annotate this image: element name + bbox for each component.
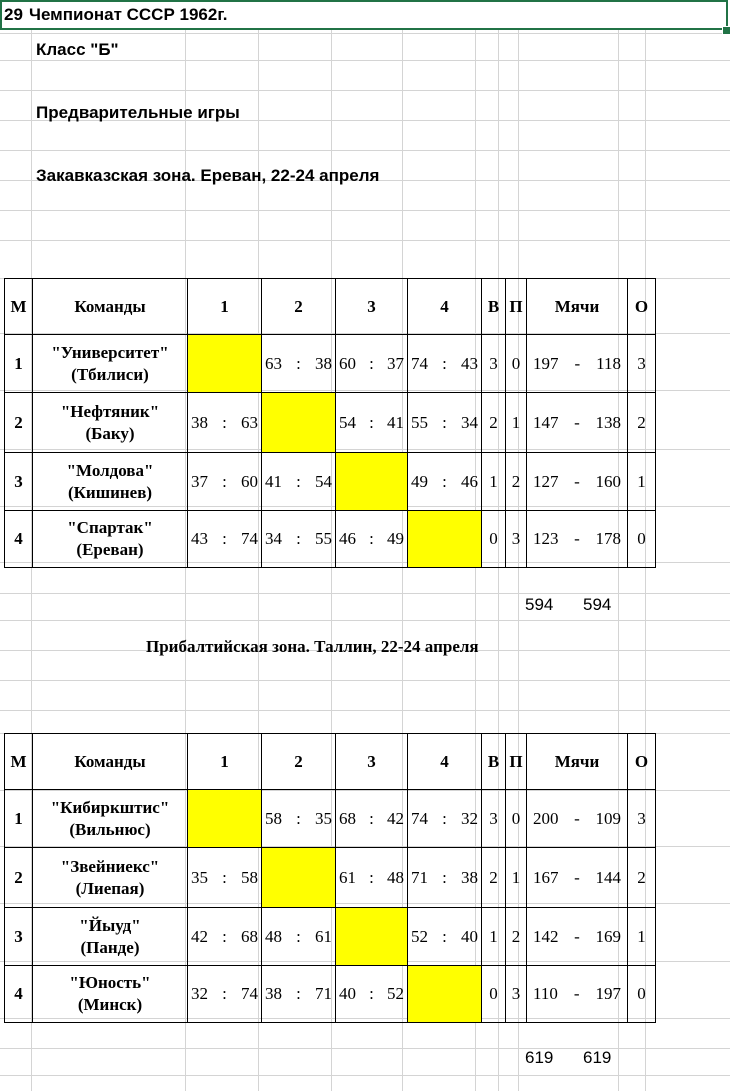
balls (527, 472, 627, 492)
table-row (5, 393, 656, 453)
place-cell[interactable]: 1 (5, 790, 33, 848)
score-cell[interactable] (408, 848, 482, 908)
place-cell[interactable]: 3 (5, 908, 33, 966)
points-cell[interactable]: 2 (628, 393, 656, 453)
score-for: 60 (339, 353, 356, 373)
table-row (5, 790, 656, 848)
wins-cell[interactable]: 1 (482, 453, 506, 511)
zone2-title[interactable]: Прибалтийская зона. Таллин, 22-24 апреля (146, 637, 479, 656)
balls (527, 809, 627, 829)
losses-cell[interactable]: 2 (506, 453, 527, 511)
grid-row-line (0, 680, 730, 681)
score-cell[interactable] (336, 393, 408, 453)
balls-cell[interactable] (527, 335, 628, 393)
score-sep: : (296, 926, 301, 946)
score-for: 37 (191, 471, 208, 491)
score-against: 61 (314, 926, 332, 946)
score-against: 71 (314, 984, 332, 1003)
score-sep: : (442, 353, 447, 373)
score-cell[interactable] (262, 511, 336, 568)
header-c1[interactable]: 1 (188, 279, 262, 335)
score-sep: : (369, 808, 374, 828)
wins-cell[interactable]: 1 (482, 908, 506, 966)
score (408, 809, 481, 829)
score (262, 529, 335, 549)
score-for: 38 (191, 412, 208, 432)
balls-against: 197 (595, 984, 621, 1003)
balls-cell[interactable] (527, 393, 628, 453)
score-sep: : (222, 412, 227, 432)
balls-for: 127 (533, 471, 559, 491)
header-pts[interactable]: О (628, 734, 656, 790)
score-cell[interactable] (188, 393, 262, 453)
row-number: 29 (4, 5, 23, 24)
zone1-title[interactable]: Закавказская зона. Ереван, 22-24 апреля (36, 166, 380, 185)
team-cell[interactable] (33, 966, 188, 1023)
place-cell[interactable]: 4 (5, 511, 33, 568)
score-for: 48 (265, 926, 282, 946)
losses-cell[interactable]: 0 (506, 790, 527, 848)
score-cell[interactable] (336, 848, 408, 908)
team-name: "Йыуд" (79, 915, 141, 935)
header-c4[interactable]: 4 (408, 279, 482, 335)
score-sep: : (369, 412, 374, 432)
header-row (5, 734, 656, 790)
score (188, 472, 261, 492)
score-sep: : (369, 529, 374, 548)
grid-row-line (0, 33, 730, 34)
score-for: 46 (339, 529, 356, 548)
losses-cell[interactable]: 3 (506, 966, 527, 1023)
score (408, 472, 481, 492)
score-sep: : (296, 529, 301, 548)
score-cell[interactable] (188, 966, 262, 1023)
score-sep: : (222, 926, 227, 946)
team-city: (Панде) (80, 937, 140, 957)
points-cell[interactable]: 0 (628, 511, 656, 568)
losses-cell[interactable]: 1 (506, 393, 527, 453)
score-sep: : (296, 984, 301, 1003)
score-against: 49 (386, 529, 404, 548)
score-for: 38 (265, 984, 282, 1003)
balls (527, 529, 627, 549)
team-cell[interactable] (33, 511, 188, 568)
score-against: 42 (386, 808, 404, 828)
balls-cell[interactable] (527, 908, 628, 966)
score-against: 40 (460, 926, 478, 946)
score-sep: : (296, 353, 301, 373)
score-cell[interactable] (408, 790, 482, 848)
table-row (5, 453, 656, 511)
points-cell[interactable]: 2 (628, 848, 656, 908)
score (336, 413, 407, 433)
score-for: 55 (411, 412, 428, 432)
score-against: 46 (460, 471, 478, 491)
score-against: 52 (386, 984, 404, 1003)
losses-cell[interactable]: 0 (506, 335, 527, 393)
sheet-title[interactable]: Чемпионат СССР 1962г. (29, 5, 228, 24)
score-for: 63 (265, 353, 282, 373)
diagonal-cell[interactable] (188, 790, 262, 848)
balls (527, 354, 627, 374)
selected-cell[interactable] (0, 0, 728, 30)
balls-cell[interactable] (527, 790, 628, 848)
team-cell[interactable] (33, 908, 188, 966)
balls-against: 138 (595, 412, 621, 432)
score-for: 32 (191, 984, 208, 1003)
score-against: 35 (314, 808, 332, 828)
score-sep: : (369, 867, 374, 887)
score-cell[interactable] (408, 453, 482, 511)
score-cell[interactable] (262, 453, 336, 511)
header-team[interactable]: Команды (33, 734, 188, 790)
header-w[interactable]: В (482, 734, 506, 790)
balls-against: 178 (595, 529, 621, 548)
team-name: "Звейниекс" (60, 856, 160, 876)
balls-against: 118 (596, 353, 621, 373)
score-cell[interactable] (262, 790, 336, 848)
wins-cell[interactable]: 3 (482, 335, 506, 393)
score-against: 55 (314, 529, 332, 548)
wins-cell[interactable]: 2 (482, 848, 506, 908)
score-against: 43 (460, 353, 478, 373)
diagonal-cell[interactable] (262, 848, 336, 908)
losses-cell[interactable]: 2 (506, 908, 527, 966)
points-cell[interactable]: 3 (628, 335, 656, 393)
score-cell[interactable] (336, 511, 408, 568)
team-city: (Тбилиси) (71, 364, 149, 384)
balls-for: 110 (533, 984, 558, 1003)
diagonal-cell[interactable] (336, 453, 408, 511)
grid-row-line (0, 60, 730, 61)
score-against: 34 (460, 412, 478, 432)
grid-row-line (0, 1075, 730, 1076)
points-cell[interactable]: 1 (628, 453, 656, 511)
score-cell[interactable] (262, 908, 336, 966)
table-row (5, 848, 656, 908)
balls-sep: - (574, 808, 580, 828)
balls-for: 197 (533, 353, 559, 373)
grid-row-line (0, 710, 730, 711)
score (408, 413, 481, 433)
losses-cell[interactable]: 3 (506, 511, 527, 568)
score-sep: : (442, 867, 447, 887)
team-cell[interactable] (33, 790, 188, 848)
score-cell[interactable] (336, 966, 408, 1023)
header-c2[interactable]: 2 (262, 734, 336, 790)
grid-row-line (0, 240, 730, 241)
zone2-table (4, 733, 656, 1023)
table-row (5, 966, 656, 1023)
header-l[interactable]: П (506, 734, 527, 790)
score-for: 49 (411, 471, 428, 491)
score (336, 354, 407, 374)
score-for: 40 (339, 984, 356, 1003)
score-against: 68 (240, 926, 258, 946)
score (188, 984, 261, 1004)
score-for: 42 (191, 926, 208, 946)
points-cell[interactable]: 0 (628, 966, 656, 1023)
score-sep: : (369, 353, 374, 373)
score-against: 60 (240, 471, 258, 491)
place-cell[interactable]: 2 (5, 393, 33, 453)
team-cell[interactable] (33, 335, 188, 393)
score (262, 472, 335, 492)
balls-for: 142 (533, 926, 559, 946)
header-balls[interactable]: Мячи (527, 279, 628, 335)
score-for: 74 (411, 808, 428, 828)
score-against: 48 (386, 867, 404, 887)
balls-cell[interactable] (527, 511, 628, 568)
score (336, 984, 407, 1004)
team-city: (Ереван) (76, 540, 144, 559)
header-m[interactable]: М (5, 734, 33, 790)
header-c4[interactable]: 4 (408, 734, 482, 790)
score-for: 58 (265, 808, 282, 828)
grid-row-line (0, 620, 730, 621)
score (408, 354, 481, 374)
header-w[interactable]: В (482, 279, 506, 335)
score-cell[interactable] (408, 393, 482, 453)
diagonal-cell[interactable] (336, 908, 408, 966)
team-name: "Молдова" (66, 460, 154, 480)
balls-sep: - (574, 412, 580, 432)
header-c1[interactable]: 1 (188, 734, 262, 790)
balls-against: 109 (595, 808, 621, 828)
score (408, 927, 481, 947)
balls (527, 927, 627, 947)
header-c3[interactable]: 3 (336, 734, 408, 790)
stage-label[interactable]: Предварительные игры (36, 103, 240, 122)
balls-cell[interactable] (527, 453, 628, 511)
balls-sep: - (574, 926, 580, 946)
score-cell[interactable] (336, 335, 408, 393)
score-sep: : (222, 529, 227, 548)
table-row (5, 511, 656, 568)
score-against: 38 (314, 353, 332, 373)
wins-cell[interactable]: 0 (482, 511, 506, 568)
fill-handle[interactable] (722, 26, 730, 35)
score (408, 868, 481, 888)
score-for: 35 (191, 867, 208, 887)
score-against: 74 (240, 984, 258, 1003)
place-cell[interactable]: 1 (5, 335, 33, 393)
score-for: 61 (339, 867, 356, 887)
team-city: (Баку) (85, 423, 135, 443)
balls-sep: - (573, 984, 580, 1003)
score-for: 74 (411, 353, 428, 373)
score-for: 54 (339, 412, 356, 432)
place-cell[interactable]: 3 (5, 453, 33, 511)
score-sep: : (222, 984, 227, 1003)
score-cell[interactable] (408, 908, 482, 966)
zone2-total-for[interactable]: 619 (525, 1048, 554, 1067)
grid-row-line (0, 210, 730, 211)
header-c2[interactable]: 2 (262, 279, 336, 335)
score (262, 809, 335, 829)
score-sep: : (442, 471, 447, 491)
header-balls[interactable]: Мячи (527, 734, 628, 790)
wins-cell[interactable]: 2 (482, 393, 506, 453)
score-cell[interactable] (262, 335, 336, 393)
team-cell[interactable] (33, 393, 188, 453)
team-name: "Нефтяник" (60, 401, 160, 421)
zone2-total-against[interactable]: 619 (583, 1048, 612, 1067)
score-cell[interactable] (188, 453, 262, 511)
team-city: (Вильнюс) (69, 819, 151, 839)
score-against: 32 (460, 808, 478, 828)
score-against: 54 (314, 471, 332, 491)
score (188, 529, 261, 549)
wins-cell[interactable]: 3 (482, 790, 506, 848)
header-c3[interactable]: 3 (336, 279, 408, 335)
score (188, 868, 261, 888)
header-m[interactable]: М (5, 279, 33, 335)
score-for: 71 (411, 867, 428, 887)
balls-against: 144 (595, 867, 621, 887)
score-sep: : (222, 867, 227, 887)
balls-against: 160 (595, 471, 621, 491)
grid-row-line (0, 90, 730, 91)
grid-row-line (0, 593, 730, 594)
zone1-total-against[interactable]: 594 (583, 595, 612, 614)
balls (527, 413, 627, 433)
team-city: (Кишинев) (67, 482, 153, 502)
score-against: 37 (386, 353, 404, 373)
zone1-total-for[interactable]: 594 (525, 595, 554, 614)
team-name: "Спартак" (67, 518, 153, 537)
balls-cell[interactable] (527, 966, 628, 1023)
score-against: 74 (240, 529, 258, 548)
balls-for: 200 (533, 808, 559, 828)
score (336, 809, 407, 829)
score-cell[interactable] (408, 335, 482, 393)
score (262, 354, 335, 374)
balls (527, 868, 627, 888)
points-cell[interactable]: 3 (628, 790, 656, 848)
header-team[interactable]: Команды (33, 279, 188, 335)
grid-row-line (0, 1048, 730, 1049)
score-for: 41 (265, 471, 282, 491)
diagonal-cell[interactable] (408, 966, 482, 1023)
score-for: 52 (411, 926, 428, 946)
balls-for: 123 (533, 529, 559, 548)
score-sep: : (369, 984, 374, 1003)
score-sep: : (442, 412, 447, 432)
table-row (5, 908, 656, 966)
header-pts[interactable]: О (628, 279, 656, 335)
score-sep: : (296, 471, 301, 491)
zone1-table (4, 278, 656, 568)
balls-for: 147 (533, 412, 559, 432)
score-cell[interactable] (262, 966, 336, 1023)
score-for: 43 (191, 529, 208, 548)
balls-against: 169 (595, 926, 621, 946)
score (336, 529, 407, 549)
balls-sep: - (574, 353, 581, 373)
score (188, 927, 261, 947)
header-row (5, 279, 656, 335)
balls-sep: - (574, 529, 580, 548)
diagonal-cell[interactable] (262, 393, 336, 453)
place-cell[interactable]: 4 (5, 966, 33, 1023)
score (262, 927, 335, 947)
score-cell[interactable] (188, 511, 262, 568)
table-row (5, 335, 656, 393)
score-sep: : (442, 808, 447, 828)
balls-sep: - (574, 867, 580, 887)
balls (527, 984, 627, 1004)
team-city: (Минск) (77, 995, 143, 1014)
team-name: "Юность" (69, 973, 151, 992)
balls-sep: - (574, 471, 580, 491)
team-cell[interactable] (33, 848, 188, 908)
score-for: 68 (339, 808, 356, 828)
balls-for: 167 (533, 867, 559, 887)
score (336, 868, 407, 888)
score-sep: : (296, 808, 301, 828)
diagonal-cell[interactable] (188, 335, 262, 393)
wins-cell[interactable]: 0 (482, 966, 506, 1023)
score-cell[interactable] (336, 790, 408, 848)
score-against: 63 (240, 412, 258, 432)
balls-cell[interactable] (527, 848, 628, 908)
score-against: 58 (240, 867, 258, 887)
score-against: 41 (386, 412, 404, 432)
grid-row-line (0, 150, 730, 151)
score-cell[interactable] (188, 908, 262, 966)
team-city: (Лиепая) (75, 878, 145, 898)
points-cell[interactable]: 1 (628, 908, 656, 966)
team-name: "Университет" (51, 342, 169, 362)
place-cell[interactable]: 2 (5, 848, 33, 908)
score-cell[interactable] (188, 848, 262, 908)
diagonal-cell[interactable] (408, 511, 482, 568)
score-sep: : (442, 926, 447, 946)
header-l[interactable]: П (506, 279, 527, 335)
score-for: 34 (265, 529, 282, 548)
score-sep: : (222, 471, 227, 491)
class-label[interactable]: Класс "Б" (36, 40, 119, 59)
team-name: "Кибиркштис" (50, 797, 170, 817)
team-cell[interactable] (33, 453, 188, 511)
score (188, 413, 261, 433)
score (262, 984, 335, 1004)
score-against: 38 (460, 867, 478, 887)
losses-cell[interactable]: 1 (506, 848, 527, 908)
